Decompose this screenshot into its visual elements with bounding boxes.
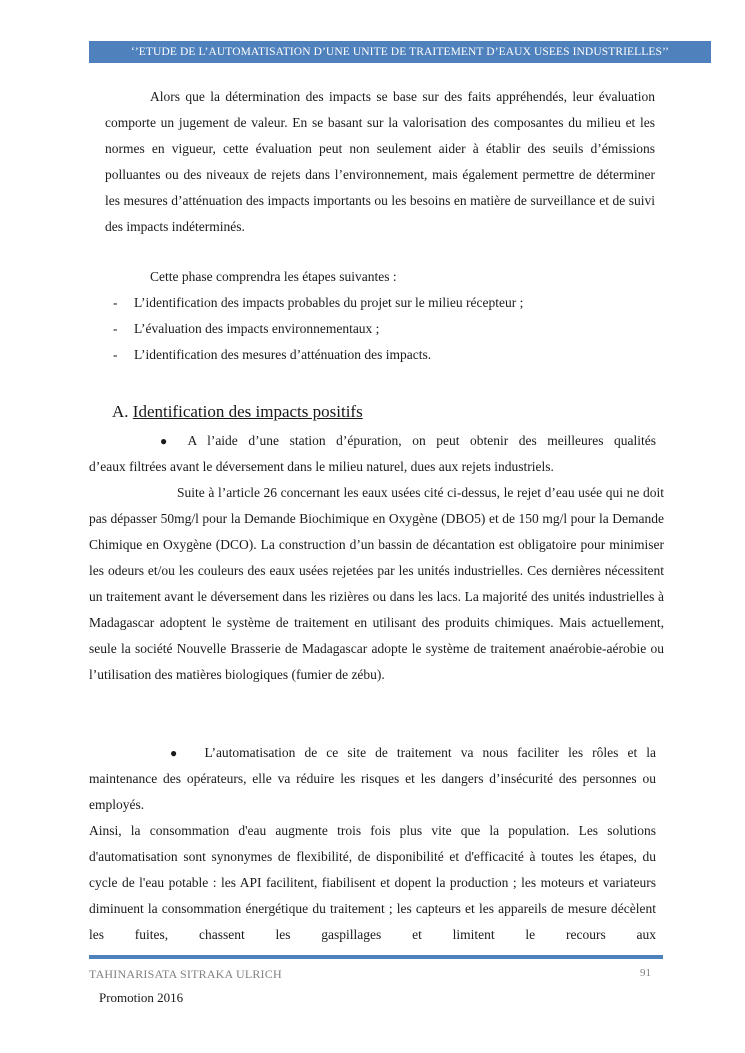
bullet-item-2-first-line: ● L’automatisation de ce site de traitement va nous faciliter les rôles et la [170,740,656,766]
paragraph-water-consumption: Ainsi, la consommation d'eau augmente trois fois plus vite que la population. Les solutions d'automatisation sont synonymes de flexibilité, de disponibilité et d'efficacité à toutes les étapes, du cycle de l'eau potable : les API facilitent, fiabilisent et dopent la production ; les moteurs et variateurs diminuent la consommation énergétique du traitement ; les capteurs et les appareils de mesure décèlent les fuites, chassent les gaspillages et limitent le recours aux [89,823,656,942]
bullet-icon: ● [170,746,178,760]
footer-promotion: Promotion 2016 [99,990,184,1005]
step-item-2: L’évaluation des impacts environnementaux ; [134,321,380,336]
page-number: 91 [640,967,651,979]
section-letter: A. [112,402,129,421]
footer-author: TAHINARISATA SITRAKA ULRICH [89,967,282,981]
bullet-icon: ● [160,434,168,448]
running-header-title: ‘’ETUDE DE L’AUTOMATISATION D’UNE UNITE DE TRAITEMENT D’EAUX USEES INDUSTRIELLES’’ [130,46,670,58]
step-item-1: L’identification des impacts probables du projet sur le milieu récepteur ; [134,295,524,310]
phase-intro: Cette phase comprendra les étapes suivantes : [150,269,397,284]
section-title: Identification des impacts positifs [132,402,363,421]
paragraph-article-26: Suite à l’article 26 concernant les eaux usées cité ci-dessus, le rejet d’eau usée qui ne doit pas dépasser 50mg/l pour la Demande Biochimique en Oxygène (DBO5) et de 150 mg/l pour la Demande Chimique en Oxygène (DCO). La construction d’un bassin de décantation est obligatoire pour minimiser les odeurs et/ou les couleurs des eaux usées rejetées par les unités industrielles. Ces dernières nécessitent un traitement avant le déversement dans les rizières ou dans les lacs. La majorité des unités industrielles à Madagascar adoptent le système de traitement en utilisant des produits chimiques. Mais actuellement, seule la société Nouvelle Brasserie de Madagascar adopte le système de traitement anaérobie-aérobie ou l’utilisation des matières biologiques (fumier de zébu). [89,485,664,682]
paragraph-impact-evaluation: Alors que la détermination des impacts se base sur des faits appréhendés, leur évaluation comporte un jugement de valeur. En se basant sur la valorisation des composantes du milieu et les normes en vigueur, cette évaluation peut non seulement aider à établir des seuils d’émissions polluantes ou des niveaux de rejets dans l’environnement, mais également permettre de déterminer les mesures d’atténuation des impacts importants ou les besoins en matière de surveillance et de suivi des impacts indéterminés. [105,89,655,234]
step-item-3: L’identification des mesures d’atténuation des impacts. [134,347,432,362]
running-header [89,41,711,63]
section-heading [112,400,363,424]
step-dash-2: - [113,321,118,336]
bullet-item-1-first-line: ● A l’aide d’une station d’épuration, on peut obtenir des meilleures qualités [160,428,656,454]
step-dash-3: - [113,347,118,362]
step-dash-1: - [113,295,118,310]
footer-divider [89,955,663,959]
bullet-item-1-rest: d’eaux filtrées avant le déversement dans le milieu naturel, dues aux rejets industriels. [89,459,554,474]
bullet-item-2-rest: maintenance des opérateurs, elle va réduire les risques et les dangers d’insécurité des personnes ou employés. [89,771,656,812]
